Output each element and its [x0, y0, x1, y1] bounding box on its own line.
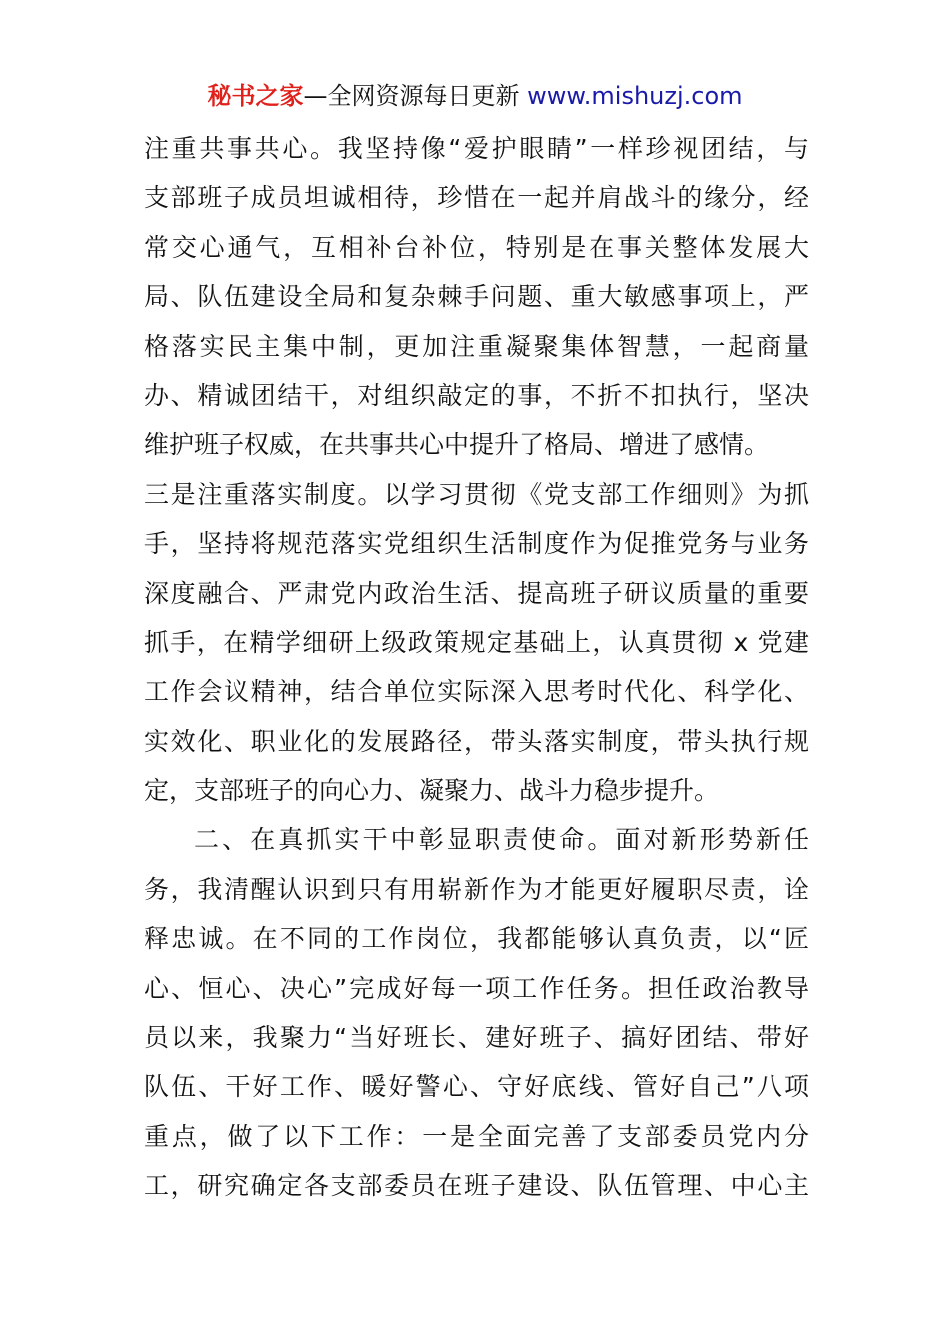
document-body [144, 124, 809, 1211]
site-brand: 秘书之家 [207, 82, 304, 110]
text-line: 支部班子成员坦诚相待，珍惜在一起并肩战斗的缘分，经 [144, 183, 809, 213]
text-line: 队伍、干好工作、暖好警心、守好底线、管好自己”八项 [144, 1072, 809, 1102]
text-line: 注重共事共心。我坚持像“爱护眼睛”一样珍视团结，与 [144, 134, 809, 163]
text-line: 心、恒心、决心”完成好每一项工作任务。担任政治教导 [144, 973, 809, 1003]
text-line: 维护班子权威，在共事共心中提升了格局、增进了感情。 [144, 430, 770, 460]
text-line: 三是注重落实制度。以学习贯彻《党支部工作细则》为抓 [144, 479, 809, 509]
text-line: 办、精诚团结干，对组织敲定的事，不折不扣执行，坚决 [144, 380, 809, 410]
text-line: 手，坚持将规范落实党组织生活制度作为促推党务与业务 [144, 529, 809, 559]
text-line: 常交心通气，互相补台补位，特别是在事关整体发展大 [144, 232, 809, 262]
text-line: 实效化、职业化的发展路径，带头落实制度，带头执行规 [144, 726, 809, 756]
section-heading-line: 二、在真抓实干中彰显职责使命。面对新形势新任 [194, 825, 809, 855]
site-tagline: —全网资源每日更新 [303, 82, 528, 110]
text-line: 局、队伍建设全局和复杂棘手问题、重大敏感事项上，严 [144, 282, 809, 312]
text-line: 员以来，我聚力“当好班长、建好班子、搞好团结、带好 [144, 1023, 809, 1053]
text-line: 工作会议精神，结合单位实际深入思考时代化、科学化、 [144, 677, 809, 707]
site-header [0, 80, 950, 112]
text-line: 格落实民主集中制，更加注重凝聚集体智慧，一起商量 [144, 331, 809, 361]
text-line: 定，支部班子的向心力、凝聚力、战斗力稳步提升。 [144, 776, 720, 806]
site-url-link[interactable]: www.mishuzj.com [527, 82, 743, 110]
text-line: 抓手，在精学细研上级政策规定基础上，认真贯彻 x 党建 [144, 627, 809, 657]
text-line: 深度融合、严肃党内政治生活、提高班子研议质量的重要 [144, 578, 809, 608]
text-line: 释忠诚。在不同的工作岗位，我都能够认真负责，以“匠 [144, 924, 809, 954]
text-line: 工，研究确定各支部委员在班子建设、队伍管理、中心主 [144, 1171, 809, 1201]
text-line: 重点，做了以下工作：一是全面完善了支部委员党内分 [144, 1121, 809, 1151]
text-line: 务，我清醒认识到只有用崭新作为才能更好履职尽责，诠 [144, 874, 809, 904]
